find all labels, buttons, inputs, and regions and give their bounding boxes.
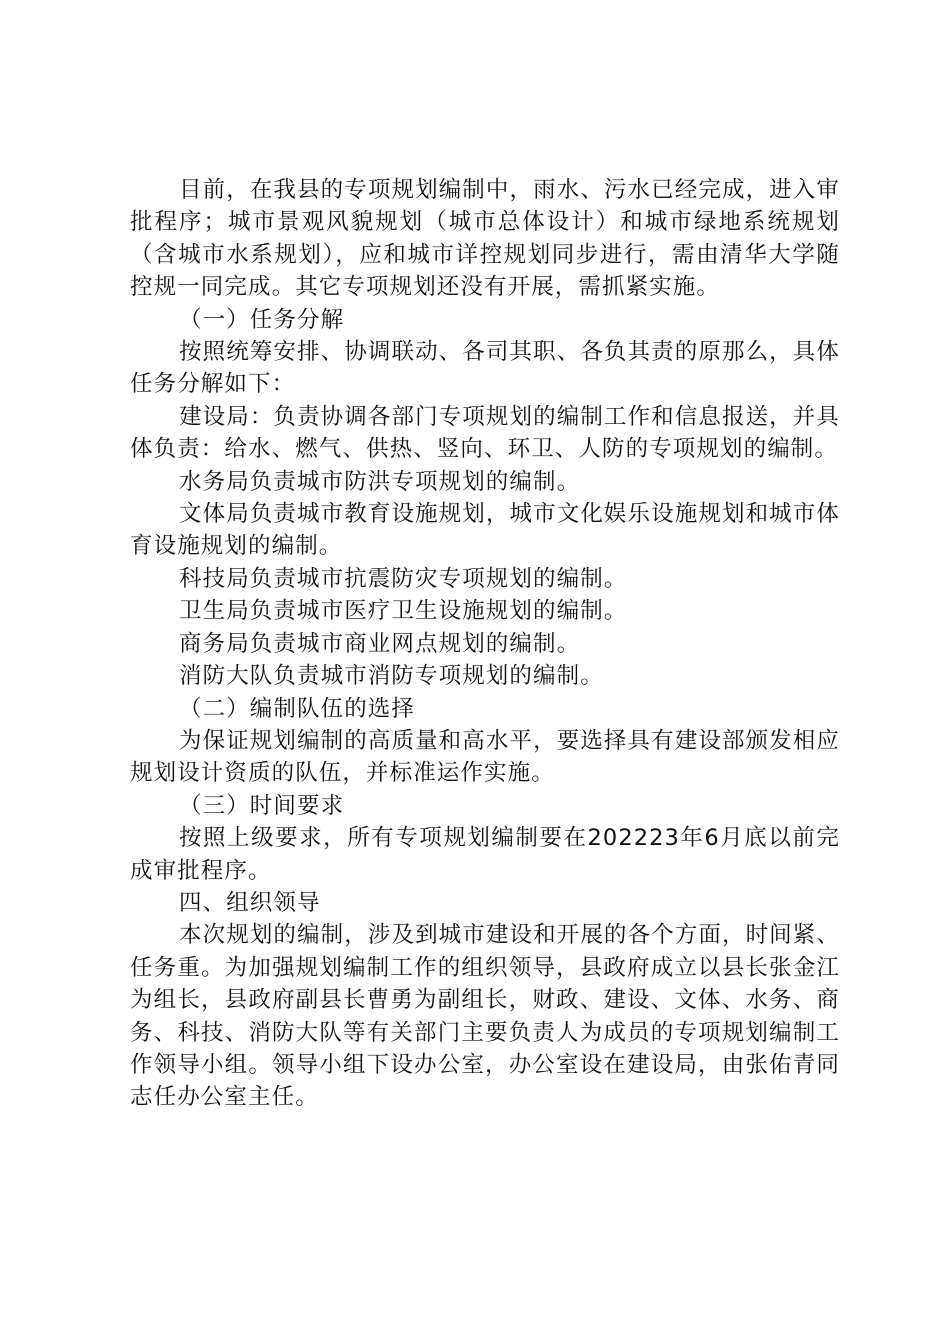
paragraph-time-requirements: 按照上级要求，所有专项规划编制要在202223年6月底以前完成审批程序。 xyxy=(130,825,840,884)
paragraph-science-bureau: 科技局负责城市抗震防灾专项规划的编制。 xyxy=(179,565,628,592)
paragraph-commerce-bureau: 商务局负责城市商业网点规划的编制。 xyxy=(179,630,581,657)
document-body xyxy=(130,174,840,1114)
paragraph-team-selection: 为保证规划编制的高质量和高水平，要选择具有建设部颁发相应规划设计资质的队伍，并标准运作实施。 xyxy=(130,727,840,787)
paragraph-fire-brigade: 消防大队负责城市消防专项规划的编制。 xyxy=(179,663,604,690)
heading-task-breakdown: （一）任务分解 xyxy=(179,306,345,333)
heading-time-requirements: （三）时间要求 xyxy=(179,792,345,819)
paragraph-water-bureau: 水务局负责城市防洪专项规划的编制。 xyxy=(179,468,581,495)
paragraph-construction-bureau: 建设局：负责协调各部门专项规划的编制工作和信息报送，并具体负责：给水、燃气、供热、竖向、环卫、人防的专项规划的编制。 xyxy=(130,403,840,463)
paragraph-organization-leadership: 本次规划的编制，涉及到城市建设和开展的各个方面，时间紧、任务重。为加强规划编制工作的组织领导，县政府成立以县长张金江为组长，县政府副县长曹勇为副组长，财政、建设、文体、水务、商务、科技、消防大队等有关部门主要负责人为成员的专项规划编制工作领导小组。领导小组下设办公室，办公室设在建设局，由张佑青同志任办公室主任。 xyxy=(130,922,840,1111)
paragraph-health-bureau: 卫生局负责城市医疗卫生设施规划的编制。 xyxy=(179,598,628,625)
paragraph-culture-sports-bureau: 文体局负责城市教育设施规划，城市文化娱乐设施规划和城市体育设施规划的编制。 xyxy=(130,501,840,560)
heading-team-selection: （二）编制队伍的选择 xyxy=(179,695,416,722)
paragraph-task-intro: 按照统筹安排、协调联动、各司其职、各负其责的原那么，具体任务分解如下： xyxy=(130,339,840,398)
paragraph-current-status: 目前，在我县的专项规划编制中，雨水、污水已经完成，进入审批程序；城市景观风貌规划（城市总体设计）和城市绿地系统规划（含城市水系规划），应和城市详控规划同步进行，需由清华大学随控规一同完成。其它专项规划还没有开展，需抓紧实施。 xyxy=(130,177,840,301)
heading-organization-leadership: 四、组织领导 xyxy=(179,889,321,916)
